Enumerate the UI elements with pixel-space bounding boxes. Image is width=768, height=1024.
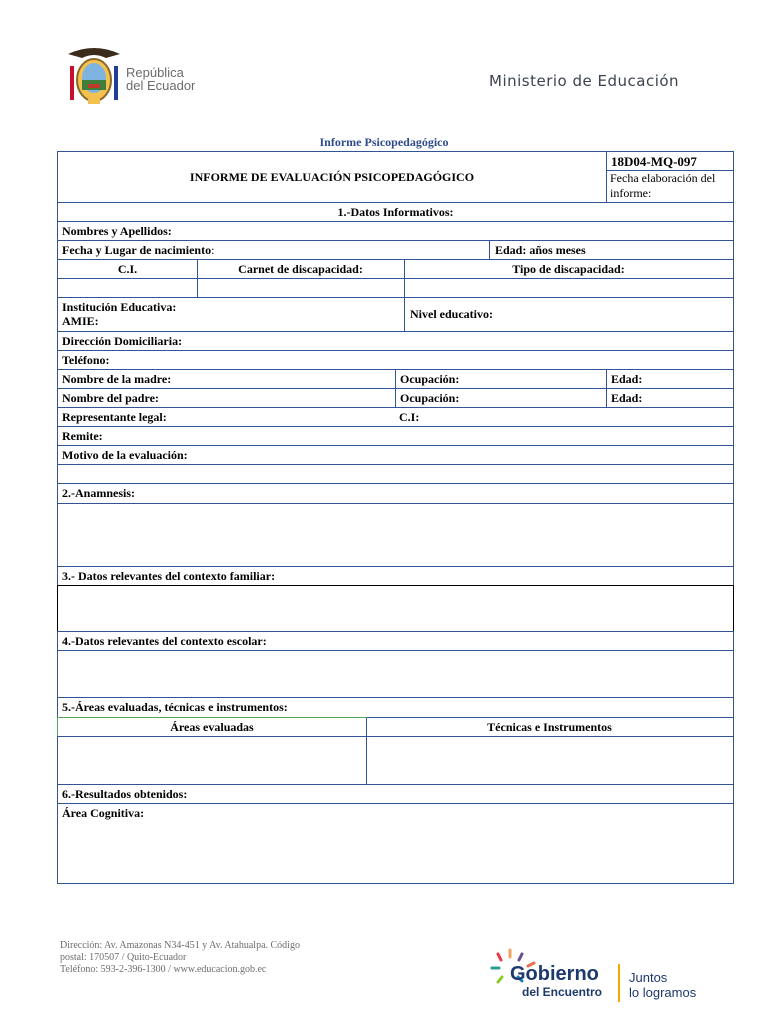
areas-evaluadas-header: Áreas evaluadas <box>170 720 254 734</box>
gobierno-del-encuentro-logo <box>488 946 728 1002</box>
juntos-text: Juntos <box>629 970 668 985</box>
section-2-header <box>57 483 734 504</box>
republica-line-2: del Ecuador <box>126 78 196 93</box>
document-title: Informe Psicopedagógico <box>319 135 449 149</box>
remite-row[interactable] <box>57 426 734 446</box>
motivo-label: Motivo de la evaluación: <box>62 448 188 462</box>
nivel-educativo-label: Nivel educativo: <box>410 307 493 321</box>
fecha-lugar-colon: : <box>211 243 215 257</box>
form-code: 18D04-MQ-097 <box>611 154 697 169</box>
edad-padre-label: Edad: <box>611 391 643 405</box>
anamnesis-field[interactable] <box>57 503 734 567</box>
carnet-header: Carnet de discapacidad: <box>238 262 363 276</box>
areas-header-row <box>57 717 734 737</box>
contexto-familiar-field[interactable] <box>57 585 734 632</box>
section-3-title: 3.- Datos relevantes del contexto familiar: <box>62 569 276 583</box>
section-4-header <box>57 631 734 651</box>
nombres-row[interactable] <box>57 221 734 241</box>
madre-row[interactable] <box>57 369 734 389</box>
direccion-label: Dirección Domiciliaria: <box>62 334 183 348</box>
footer-address <box>60 940 300 976</box>
representante-row[interactable] <box>57 407 734 427</box>
section-5-title: 5.-Áreas evaluadas, técnicas e instrumentos: <box>62 700 288 714</box>
section-1-header <box>57 202 734 222</box>
fecha-elaboracion-line1: Fecha elaboración del <box>610 171 716 185</box>
motivo-value-row[interactable] <box>57 464 734 484</box>
form-main-title: INFORME DE EVALUACIÓN PSICOPEDAGÓGICO <box>189 170 475 184</box>
fecha-lugar-label <box>62 243 214 258</box>
discapacidad-header-row <box>57 259 734 279</box>
fecha-lugar-text: Fecha y Lugar de nacimiento <box>62 243 212 257</box>
resultados-field[interactable] <box>57 803 734 884</box>
padre-row[interactable] <box>57 388 734 408</box>
footer-line-2: postal: 170507 / Quito-Ecuador <box>60 952 187 963</box>
section-5-header <box>57 697 734 718</box>
telefono-label: Teléfono: <box>62 353 110 367</box>
representante-label: Representante legal: <box>62 410 167 424</box>
telefono-row[interactable] <box>57 350 734 370</box>
footer-line-1: Dirección: Av. Amazonas N34-451 y Av. Atahualpa. Código <box>60 940 300 951</box>
edad-madre-label: Edad: <box>611 372 643 386</box>
representante-ci-label: C.I: <box>399 410 420 424</box>
motivo-row <box>57 445 734 465</box>
area-cognitiva-label: Área Cognitiva: <box>62 806 145 820</box>
remite-label: Remite: <box>62 429 103 443</box>
institucion-row[interactable] <box>57 297 734 332</box>
amie-label: AMIE: <box>62 314 99 328</box>
ocupacion-padre-label: Ocupación: <box>400 391 460 405</box>
areas-values-row[interactable] <box>57 736 734 785</box>
ministerio-title: Ministerio de Educación <box>489 72 680 90</box>
gobierno-text: Gobierno <box>510 963 599 985</box>
section-1-title: 1.-Datos Informativos: <box>337 205 454 219</box>
contexto-escolar-field[interactable] <box>57 650 734 698</box>
del-encuentro-text: del Encuentro <box>522 985 603 999</box>
section-2-title: 2.-Anamnesis: <box>62 486 136 500</box>
edad-anios-label: Edad: años meses <box>495 243 586 257</box>
tipo-discapacidad-header: Tipo de discapacidad: <box>512 262 625 276</box>
padre-label: Nombre del padre: <box>62 391 159 405</box>
ocupacion-madre-label: Ocupación: <box>400 372 460 386</box>
section-4-title: 4.-Datos relevantes del contexto escolar: <box>62 634 267 648</box>
fecha-elaboracion-label <box>610 171 715 201</box>
lo-logramos-text: lo logramos <box>629 985 697 1000</box>
ci-header: C.I. <box>117 262 138 276</box>
institucion-block <box>62 300 176 328</box>
republica-del-ecuador-text <box>126 66 195 92</box>
section-6-header <box>57 784 734 804</box>
section-6-title: 6.-Resultados obtenidos: <box>62 787 188 801</box>
institucion-label: Institución Educativa: <box>62 300 177 314</box>
fecha-nacimiento-row[interactable] <box>57 240 734 260</box>
section-3-header <box>57 566 734 586</box>
title-row <box>57 151 734 203</box>
footer-line-3: Teléfono: 593-2-396-1300 / www.educacion.gob.ec <box>60 964 267 975</box>
madre-label: Nombre de la madre: <box>62 372 172 386</box>
ecuador-coat-of-arms-logo <box>66 44 122 108</box>
republica-line-1: República <box>126 65 184 80</box>
discapacidad-values-row[interactable] <box>57 278 734 298</box>
direccion-row[interactable] <box>57 331 734 351</box>
nombres-label: Nombres y Apellidos: <box>62 224 172 238</box>
fecha-elaboracion-line2: informe: <box>610 186 652 200</box>
tecnicas-header: Técnicas e Instrumentos <box>487 720 612 734</box>
